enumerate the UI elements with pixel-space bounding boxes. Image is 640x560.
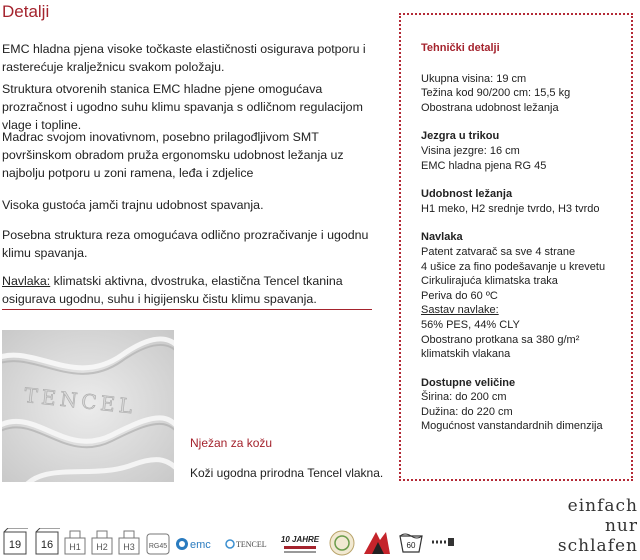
warranty-label: 10 JAHRE — [280, 535, 320, 544]
warranty-icon — [278, 528, 322, 556]
brand-line-1: einfach — [567, 496, 638, 516]
emc-logo-icon — [174, 528, 220, 556]
paragraph-3: Madrac svojom inovativnom, posebno prilagođljivom SMT površinskom obradom pruža ergonomsku udobnost ležanja uz najbolju potporu u zoni ramena, leđa i zdjelice — [2, 130, 344, 180]
fabric-word: TENCEL — [22, 382, 138, 419]
cover-note-label: Navlaka: — [2, 274, 51, 288]
spec-line: 4 ušice za fino podešavanje u krevetu — [421, 260, 606, 273]
comfort-heading: Udobnost ležanja — [421, 188, 513, 201]
section-divider — [2, 309, 372, 310]
spec-line: Širina: do 200 cm — [421, 391, 507, 404]
spec-line: Mogućnost vanstandardnih dimenzija — [421, 420, 603, 433]
cover-heading: Navlaka — [421, 231, 463, 244]
comfort-specs — [421, 187, 631, 216]
cover-note — [2, 272, 382, 308]
brand-logo — [558, 496, 638, 556]
paragraph-4: Visoka gustoća jamči trajnu udobnost spavanja. — [2, 198, 264, 212]
certificate-seal-icon — [328, 528, 356, 556]
brand-line-3: schlafen — [557, 536, 638, 556]
spec-line: Obostrano protkana sa 380 g/m² — [421, 333, 580, 346]
made-in-germany-icon — [362, 528, 392, 556]
feature-icons-row — [2, 528, 492, 558]
spec-line: Patent zatvarač sa sve 4 strane — [421, 245, 576, 258]
cover-note-text: klimatski aktivna, dvostruka, elastična Tencel tkanina osigurava ugodnu, suhu i higijensku čistu klimu spavanja. — [2, 274, 343, 306]
height-total-icon — [2, 528, 28, 556]
emc-label: emc — [190, 539, 211, 551]
spec-line: klimatskih vlakana — [421, 348, 511, 361]
firmness-h2-icon — [91, 528, 113, 556]
core-heading: Jezgra u trikou — [421, 130, 500, 143]
firmness-h3-icon — [118, 528, 140, 556]
wash-temp: 60 — [406, 541, 416, 550]
paragraph-5: Posebna struktura reza omogućava odlično prozračivanje i ugodnu klimu spavanja. — [2, 228, 369, 260]
zipper-icon — [430, 528, 458, 556]
height-total-value: 19 — [8, 539, 22, 551]
washable-icon — [398, 528, 424, 556]
composition-label: Sastav navlake: — [421, 304, 499, 317]
spec-line: EMC hladna pjena RG 45 — [421, 159, 547, 172]
h2-label: H2 — [96, 542, 108, 552]
spec-line: Visina jezgre: 16 cm — [421, 144, 520, 157]
basic-specs — [421, 72, 631, 116]
spec-line: Težina kod 90/200 cm: 15,5 kg — [421, 87, 571, 100]
firmness-h1-icon — [64, 528, 86, 556]
paragraph-1: EMC hladna pjena visoke točkaste elastičnosti osigurava potporu i rasterećuje kralježnicu svakom položaju. — [2, 42, 366, 74]
brand-line-2: nur — [604, 516, 638, 536]
paragraph-2: Struktura otvorenih stanica EMC hladne pjene omogućava prozračnost i ugodno suhu klimu spavanja s odličnom regulacijom vlage i topline. — [2, 82, 363, 132]
fabric-image — [2, 330, 174, 482]
size-specs — [421, 376, 631, 434]
spec-line: H1 meko, H2 srednje tvrdo, H3 tvrdo — [421, 202, 600, 215]
tech-title: Tehnički detalji — [421, 42, 500, 54]
sizes-heading: Dostupne veličine — [421, 376, 516, 389]
caption-title: Nježan za kožu — [190, 436, 273, 450]
tech-details-box — [399, 13, 633, 481]
density-rg-icon — [146, 528, 170, 556]
spec-line: Obostrana udobnost ležanja — [421, 101, 559, 114]
rg-label: RG45 — [148, 543, 168, 550]
h1-label: H1 — [69, 542, 81, 552]
spec-line: 56% PES, 44% CLY — [421, 318, 520, 331]
spec-line: Cirkulirajuća klimatska traka — [421, 275, 558, 288]
height-core-icon — [34, 528, 60, 556]
spec-line: Dužina: do 220 cm — [421, 405, 513, 418]
cover-specs — [421, 230, 631, 361]
page-title: Detalji — [2, 2, 50, 21]
h3-label: H3 — [123, 542, 135, 552]
core-specs — [421, 129, 631, 173]
spec-line: Ukupna visina: 19 cm — [421, 72, 527, 85]
spec-line: Periva do 60 ºC — [421, 289, 498, 302]
caption-text: Koži ugodna prirodna Tencel vlakna. — [190, 466, 384, 480]
tencel-logo-icon — [224, 528, 274, 556]
height-core-value: 16 — [40, 539, 54, 551]
tencel-label: TENCEL — [236, 540, 267, 549]
